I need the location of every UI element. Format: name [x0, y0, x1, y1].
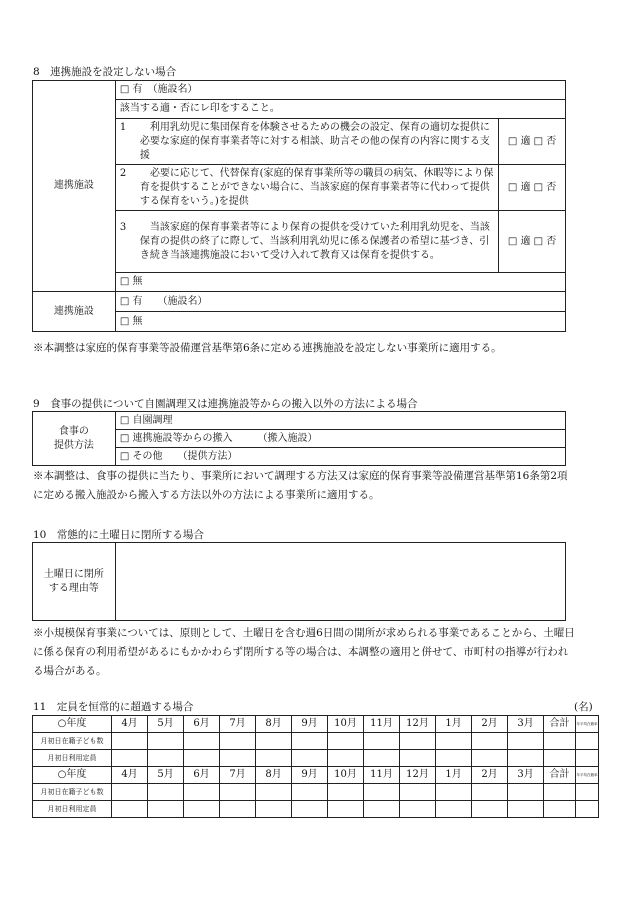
month-header: 8月 — [256, 716, 292, 733]
month-header: 1月 — [436, 716, 472, 733]
table-cell-input[interactable] — [220, 801, 256, 818]
month-header: 3月 — [508, 716, 544, 733]
table-cell-input[interactable] — [436, 784, 472, 801]
meal-self-cooking-option[interactable]: □ 自園調理 — [115, 412, 565, 430]
table-cell-input[interactable] — [292, 801, 328, 818]
month-header: 5月 — [148, 767, 184, 784]
section-8-note: ※本調整は家庭的保育事業等設備運営基準第6条に定める連携施設を設定しない事業所に適用する。 — [33, 342, 502, 354]
saturday-closure-label: 土曜日に閉所 する理由等 — [33, 543, 116, 621]
table-cell-input[interactable] — [184, 750, 220, 767]
table-cell-input[interactable] — [472, 750, 508, 767]
facility2-no-option[interactable]: □ 無 — [115, 312, 565, 332]
section-8-title: 8 連携施設を設定しない場合 — [33, 66, 177, 78]
table-cell-input[interactable] — [112, 750, 148, 767]
table-cell-input[interactable] — [472, 784, 508, 801]
item-1-yes-no[interactable]: □ 適 □ 否 — [499, 119, 566, 165]
section-10-note: ※小規模保育事業については、原則として、土曜日を含む週6日間の開所が求められる事業であることから、土曜日に係る保育の利用希望があるにもかかわらず閉所する等の場合は、本調整の適用と併せて、市町村の指導が行われる場合がある。 — [33, 627, 575, 677]
facility-no-option[interactable]: □ 無 — [115, 273, 565, 292]
month-header: 10月 — [328, 716, 364, 733]
month-header: 2月 — [472, 716, 508, 733]
table-cell-input[interactable] — [112, 801, 148, 818]
table-cell-input[interactable] — [328, 733, 364, 750]
month-header: 3月 — [508, 767, 544, 784]
section-8-table — [32, 80, 566, 332]
enrolled-children-row-label: 月初日在籍子ども数 — [33, 784, 112, 801]
table-cell-input[interactable] — [508, 750, 544, 767]
month-header: 2月 — [472, 767, 508, 784]
table-cell-input[interactable] — [112, 784, 148, 801]
table-cell-input[interactable] — [472, 733, 508, 750]
total-header: 合計 — [544, 767, 576, 784]
support-item-2: 2 必要に応じて、代替保育(家庭的保育事業所等の職員の病気、休暇等により保育を提供することができない場合に、当該家庭的保育事業者等に代わって提供する保育をいう。)を提供 — [115, 165, 498, 211]
table-cell-input[interactable] — [256, 801, 292, 818]
table-cell-input[interactable] — [292, 784, 328, 801]
table-cell-input[interactable] — [292, 733, 328, 750]
fiscal-year-header: ○年度 — [33, 716, 112, 733]
instruction-text: 該当する適・否にレ印をすること。 — [115, 100, 565, 119]
section-10-table — [32, 542, 566, 621]
month-header: 9月 — [292, 767, 328, 784]
enrolled-children-row-label: 月初日在籍子ども数 — [33, 733, 112, 750]
table-cell-input[interactable] — [400, 750, 436, 767]
facility-label-2: 連携施設 — [33, 292, 116, 332]
month-header: 11月 — [364, 767, 400, 784]
table-cell-input[interactable] — [436, 733, 472, 750]
table-cell-input[interactable] — [256, 750, 292, 767]
table-cell-input[interactable] — [508, 784, 544, 801]
table-cell-input[interactable] — [544, 733, 576, 750]
table-cell-input[interactable] — [508, 801, 544, 818]
table-cell-input[interactable] — [256, 784, 292, 801]
section-10-title: 10 常態的に土曜日に閉所する場合 — [33, 529, 204, 541]
total-header: 合計 — [544, 716, 576, 733]
month-header: 8月 — [256, 767, 292, 784]
support-item-3: 3 当該家庭的保育事業者等により保育の提供を受けていた利用乳幼児を、当該保育の提供の終了に際して、当該利用乳幼児に係る保護者の希望に基づき、引き続き当該連携施設において受け入れて教育又は保育を提供する。 — [115, 211, 498, 273]
table-cell-input[interactable] — [576, 801, 599, 818]
table-cell-input[interactable] — [400, 784, 436, 801]
month-header: 7月 — [220, 716, 256, 733]
meal-method-label: 食事の 提供方法 — [33, 412, 116, 466]
table-cell-input[interactable] — [436, 750, 472, 767]
table-cell-input[interactable] — [576, 733, 599, 750]
fiscal-year-header: ○年度 — [33, 767, 112, 784]
support-item-1: 1 利用乳幼児に集団保育を体験させるための機会の設定、保育の適切な提供に必要な家庭的保育事業者等に対する相談、助言その他の保育の内容に関する支援 — [115, 119, 498, 165]
month-header: 12月 — [400, 716, 436, 733]
month-header: 5月 — [148, 716, 184, 733]
section-9-title: 9 食事の提供について自園調理又は連携施設等からの搬入以外の方法による場合 — [33, 398, 418, 410]
month-header: 7月 — [220, 767, 256, 784]
month-header: 6月 — [184, 716, 220, 733]
capacity-table — [32, 715, 599, 818]
table-cell-input[interactable] — [436, 801, 472, 818]
table-cell-input[interactable] — [400, 733, 436, 750]
table-cell-input[interactable] — [112, 733, 148, 750]
month-header: 4月 — [112, 767, 148, 784]
item-2-yes-no[interactable]: □ 適 □ 否 — [499, 165, 566, 211]
table-cell-input[interactable] — [220, 750, 256, 767]
average-rate-header: 年平均在籍率 — [576, 716, 599, 733]
table-cell-input[interactable] — [364, 784, 400, 801]
table-cell-input[interactable] — [328, 750, 364, 767]
capacity-row-label: 月初日利用定員 — [33, 801, 112, 818]
table-cell-input[interactable] — [576, 784, 599, 801]
month-header: 10月 — [328, 767, 364, 784]
table-cell-input[interactable] — [220, 733, 256, 750]
table-cell-input[interactable] — [400, 801, 436, 818]
item-3-yes-no[interactable]: □ 適 □ 否 — [499, 211, 566, 273]
table-cell-input[interactable] — [148, 784, 184, 801]
average-rate-header: 年平均在籍率 — [576, 767, 599, 784]
month-header: 6月 — [184, 767, 220, 784]
table-cell-input[interactable] — [184, 784, 220, 801]
table-cell-input[interactable] — [364, 733, 400, 750]
table-cell-input[interactable] — [364, 750, 400, 767]
table-cell-input[interactable] — [328, 784, 364, 801]
month-header: 11月 — [364, 716, 400, 733]
section-9-table — [32, 411, 566, 466]
facility-label: 連携施設 — [33, 81, 116, 292]
facility2-yes-option[interactable]: □ 有 （施設名） — [115, 292, 565, 312]
month-header: 4月 — [112, 716, 148, 733]
table-cell-input[interactable] — [184, 801, 220, 818]
capacity-row-label: 月初日利用定員 — [33, 750, 112, 767]
table-cell-input[interactable] — [220, 784, 256, 801]
table-cell-input[interactable] — [184, 733, 220, 750]
table-cell-input[interactable] — [472, 801, 508, 818]
meal-delivery-option[interactable]: □ 連携施設等からの搬入 （搬入施設） — [115, 430, 565, 448]
table-cell-input[interactable] — [508, 733, 544, 750]
table-cell-input[interactable] — [328, 801, 364, 818]
month-header: 1月 — [436, 767, 472, 784]
month-header: 12月 — [400, 767, 436, 784]
table-cell-input[interactable] — [544, 750, 576, 767]
table-cell-input[interactable] — [148, 750, 184, 767]
table-cell-input[interactable] — [292, 750, 328, 767]
table-cell-input[interactable] — [256, 733, 292, 750]
month-header: 9月 — [292, 716, 328, 733]
section-9-note: ※本調整は、食事の提供に当たり、事業所において調理する方法又は家庭的保育事業等設備運営基準第16条第2項に定める搬入施設から搬入する方法以外の方法による事業所に適用する。 — [33, 470, 568, 501]
table-cell-input[interactable] — [544, 784, 576, 801]
unit-label: (名) — [574, 701, 593, 713]
table-cell-input[interactable] — [148, 801, 184, 818]
facility-yes-option[interactable]: □ 有 （施設名） — [115, 81, 565, 100]
table-cell-input[interactable] — [148, 733, 184, 750]
section-11-title: 11 定員を恒常的に超過する場合 — [33, 701, 194, 713]
table-cell-input[interactable] — [544, 801, 576, 818]
saturday-closure-reason-field[interactable] — [115, 543, 565, 621]
meal-other-option[interactable]: □ その他 （提供方法） — [115, 448, 565, 466]
table-cell-input[interactable] — [364, 801, 400, 818]
table-cell-input[interactable] — [576, 750, 599, 767]
